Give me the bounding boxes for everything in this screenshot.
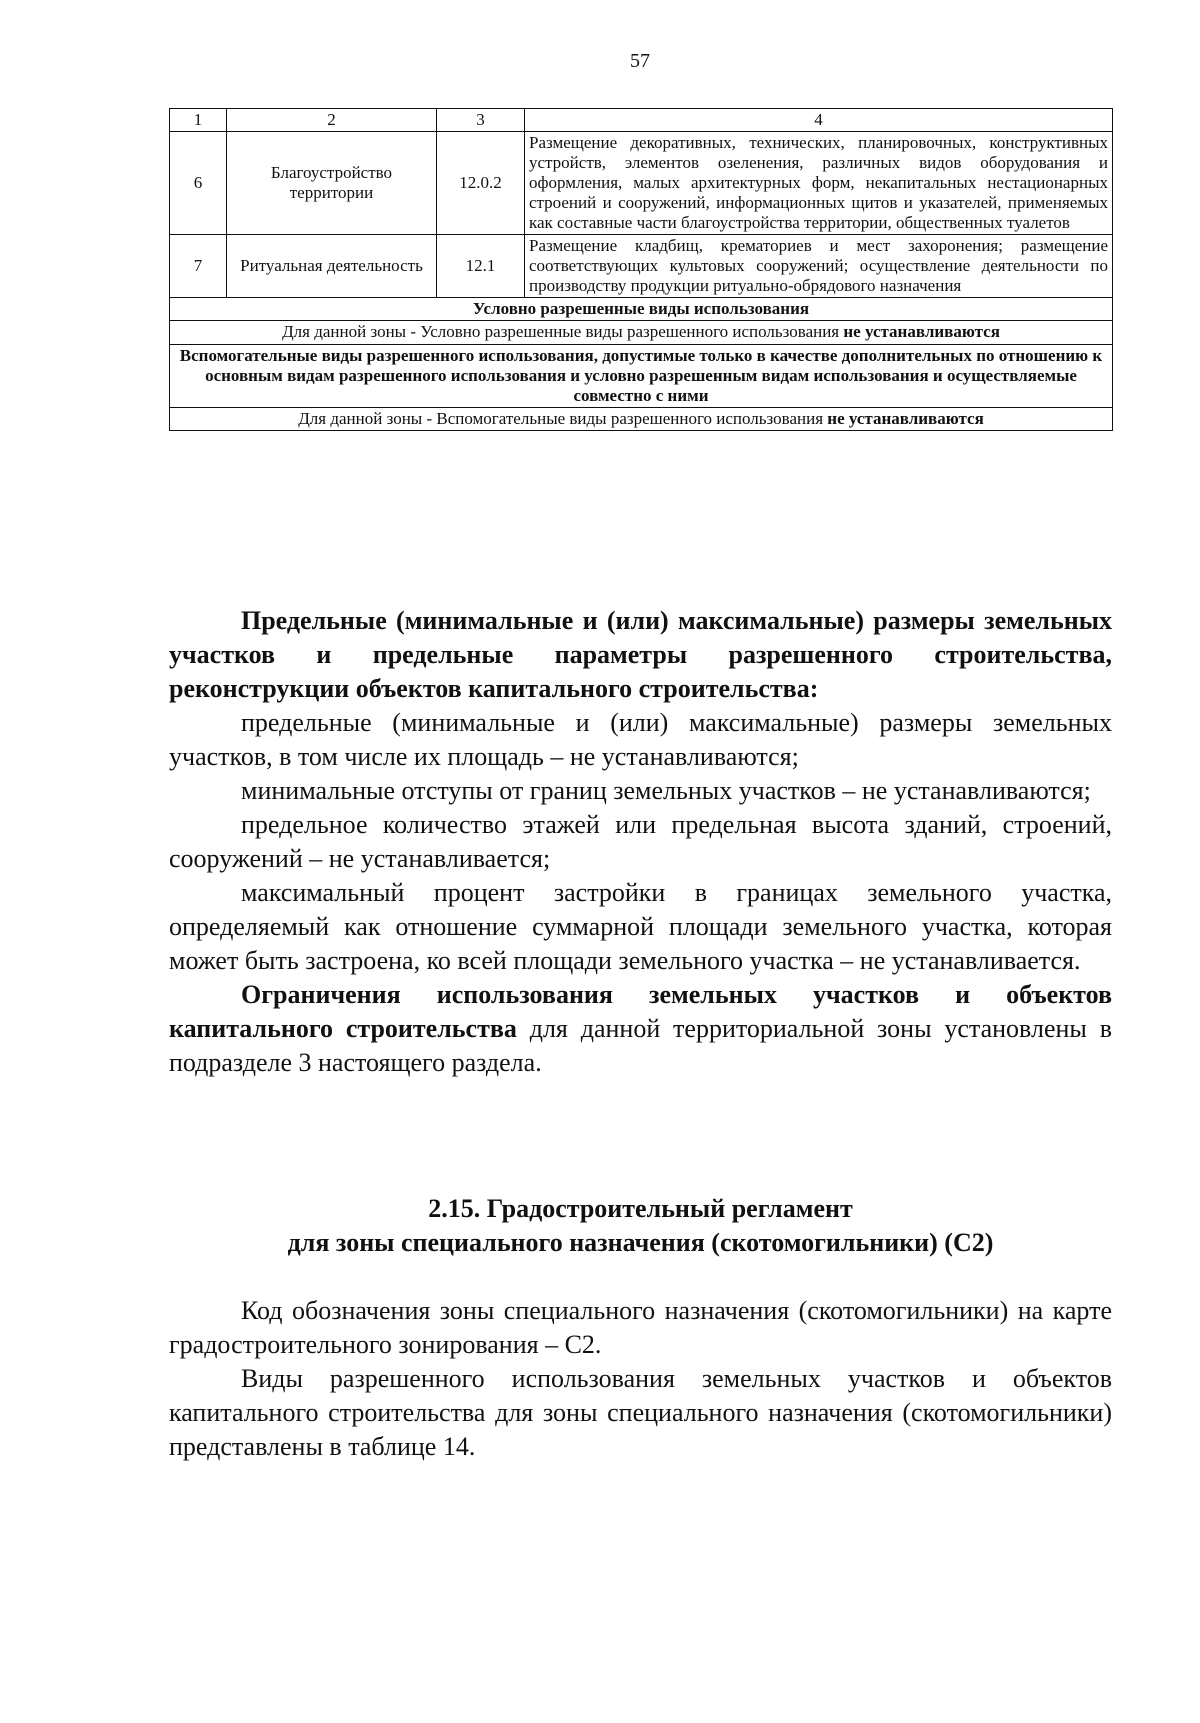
conditional-note [170, 321, 1113, 344]
auxiliary-note-row [170, 407, 1113, 430]
table-header-cell: 1 [170, 109, 227, 132]
use-type-code: 12.0.2 [437, 132, 525, 235]
table-header-cell: 4 [525, 109, 1113, 132]
auxiliary-heading: Вспомогательные виды разрешенного использования, допустимые только в качестве дополнительных по отношению к основным видам разрешенного использования и условно разрешенным видам использования и осуществляемые совместно с ними [170, 344, 1113, 407]
row-number: 7 [170, 235, 227, 298]
conditional-note-bold: не устанавливаются [843, 322, 1000, 342]
auxiliary-note-prefix: Для данной зоны - Вспомогательные виды разрешенного использования [298, 408, 828, 428]
section-paragraph: Виды разрешенного использования земельных участков и объектов капитального строительства для зоны специального назначения (скотомогильники) представлены в таблице 14. [169, 1364, 1112, 1461]
conditional-note-prefix: Для данной зоны - Условно разрешенные виды разрешенного использования [282, 322, 844, 342]
use-type-name: Ритуальная деятельность [227, 235, 437, 298]
table-row [170, 132, 1113, 235]
use-type-code: 12.1 [437, 235, 525, 298]
conditional-note-row [170, 321, 1113, 344]
restrictions-paragraph [169, 978, 1112, 1080]
section-subtitle: для зоны специального назначения (скотомогильники) (С2) [287, 1228, 994, 1257]
conditional-heading: Условно разрешенные виды использования [170, 298, 1113, 321]
auxiliary-heading-row [170, 344, 1113, 407]
auxiliary-note [170, 407, 1113, 430]
use-type-description: Размещение кладбищ, крематориев и мест захоронения; размещение соответствующих культовых сооружений; осуществление деятельности по производству продукции ритуально-обрядового назначения [525, 235, 1113, 298]
limits-heading: Предельные (минимальные и (или) максимальные) размеры земельных участков и предельные параметры разрешенного строительства, реконструкции объектов капитального строительства: [169, 606, 1112, 703]
table-header-cell: 3 [437, 109, 525, 132]
conditional-heading-row [170, 298, 1113, 321]
limit-item: максимальный процент застройки в границах земельного участка, определяемый как отношение суммарной площади земельного участка, которая может быть застроена, ко всей площади земельного участка – не устанавливается. [169, 878, 1112, 975]
table-row [170, 235, 1113, 298]
use-type-name: Благоустройство территории [227, 132, 437, 235]
restrictions-rest: для данной территориальной зоны установлены в подразделе 3 настоящего раздела. [169, 1014, 1112, 1077]
limit-item: минимальные отступы от границ земельных участков – не устанавливаются; [241, 776, 1091, 805]
limit-item: предельные (минимальные и (или) максимальные) размеры земельных участков, в том числе их площадь – не устанавливаются; [169, 708, 1112, 771]
use-type-description: Размещение декоративных, технических, планировочных, конструктивных устройств, элементов озеленения, различных видов оборудования и оформления, малых архитектурных форм, некапитальных нестационарных строений и сооружений, информационных щитов и указателей, применяемых как составные части благоустройства территории, общественных туалетов [525, 132, 1113, 235]
land-use-table [169, 108, 1113, 431]
table-header-cell: 2 [227, 109, 437, 132]
table-header-row [170, 109, 1113, 132]
restrictions-bold: Ограничения использования земельных участков и объектов капитального строительства [169, 980, 1112, 1043]
section-title: 2.15. Градостроительный регламент [428, 1194, 853, 1223]
section-paragraph: Код обозначения зоны специального назначения (скотомогильники) на карте градостроительного зонирования – С2. [169, 1296, 1112, 1359]
limit-item: предельное количество этажей или предельная высота зданий, строений, сооружений – не устанавливается; [169, 810, 1112, 873]
row-number: 6 [170, 132, 227, 235]
auxiliary-note-bold: не устанавливаются [827, 408, 984, 428]
section-block [169, 1192, 1112, 1464]
limits-block [169, 604, 1112, 1080]
page-number: 57 [630, 50, 650, 72]
